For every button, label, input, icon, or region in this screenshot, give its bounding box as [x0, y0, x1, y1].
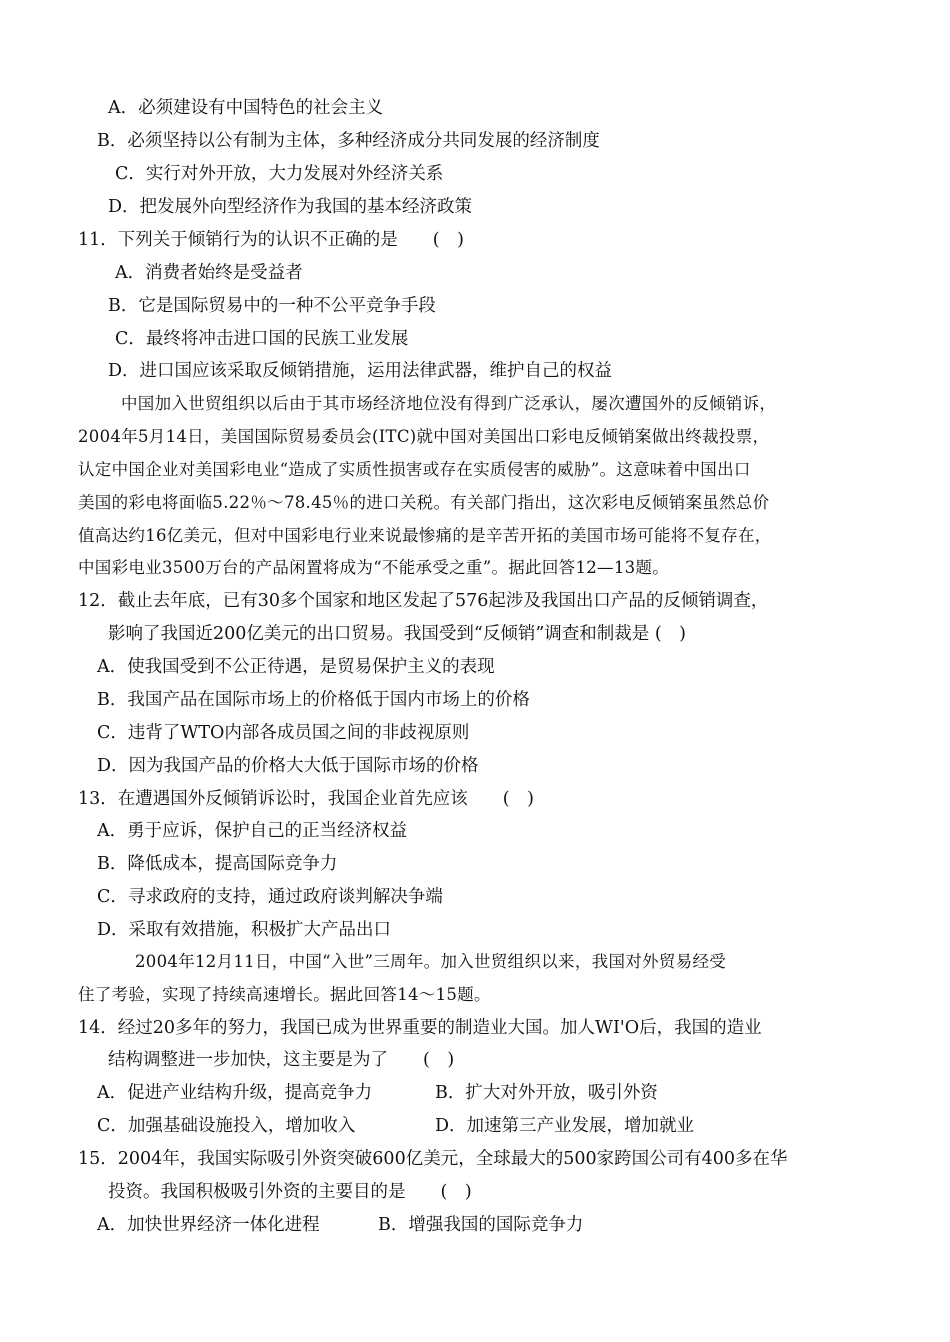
q12-stem-line1: 12．截止去年底，已有30多个国家和地区发起了576起涉及我国出口产品的反倾销调查， — [78, 591, 769, 611]
q11-option-b: B．它是国际贸易中的一种不公平竞争手段 — [108, 296, 436, 316]
q12-option-c: C．违背了WTO内部各成员国之间的非歧视原则 — [97, 723, 470, 743]
passage1-line: 2004年5月14日，美国国际贸易委员会(ITC)就中国对美国出口彩电反倾销案做出终裁投票， — [78, 427, 770, 446]
q13-option-b: B．降低成本，提高国际竞争力 — [97, 854, 338, 874]
q12-stem-line2: 影响了我国近200亿美元的出口贸易。我国受到“反倾销”调查和制裁是 ( ) — [108, 624, 687, 644]
q12-option-a: A．使我国受到不公正待遇，是贸易保护主义的表现 — [97, 657, 495, 677]
q14-option-b: B．扩大对外开放，吸引外资 — [435, 1083, 658, 1103]
q13-option-a: A．勇于应诉，保护自己的正当经济权益 — [97, 821, 408, 841]
q10-option-b: B．必须坚持以公有制为主体，多种经济成分共同发展的经济制度 — [97, 131, 600, 151]
q14-option-d: D．加速第三产业发展，增加就业 — [435, 1116, 695, 1136]
passage1-line: 中国加入世贸组织以后由于其市场经济地位没有得到广泛承认，屡次遭国外的反倾销诉， — [121, 394, 777, 413]
q10-option-c: C．实行对外开放，大力发展对外经济关系 — [115, 164, 444, 184]
passage1-line: 值高达约16亿美元，但对中国彩电行业来说最惨痛的是辛苦开拓的美国市场可能将不复存在， — [78, 526, 772, 545]
passage1-line: 美国的彩电将面临5.22％～78.45％的进口关税。有关部门指出，这次彩电反倾销案虽然总价 — [78, 493, 770, 512]
q10-option-d: D．把发展外向型经济作为我国的基本经济政策 — [108, 197, 473, 217]
q11-option-a: A．消费者始终是受益者 — [115, 263, 303, 283]
q12-option-b: B．我国产品在国际市场上的价格低于国内市场上的价格 — [97, 690, 530, 710]
q15-stem-line2: 投资。我国积极吸引外资的主要目的是 ( ) — [108, 1182, 472, 1202]
q12-option-d: D．因为我国产品的价格大大低于国际市场的价格 — [97, 756, 479, 776]
q13-option-d: D．采取有效措施，积极扩大产品出口 — [97, 920, 392, 940]
q14-option-c: C．加强基础设施投入，增加收入 — [97, 1116, 356, 1136]
q14-option-a: A．促进产业结构升级，提高竞争力 — [97, 1083, 373, 1103]
passage2-line: 2004年12月11日，中国“入世”三周年。加入世贸组织以来，我国对外贸易经受 — [135, 952, 727, 971]
q11-stem: 11．下列关于倾销行为的认识不正确的是 ( ) — [78, 230, 464, 250]
q13-stem: 13．在遭遇国外反倾销诉讼时，我国企业首先应该 ( ) — [78, 789, 534, 809]
q15-option-a: A．加快世界经济一体化进程 — [97, 1215, 320, 1235]
q11-option-d: D．进口国应该采取反倾销措施，运用法律武器，维护自己的权益 — [108, 361, 613, 381]
passage2-line: 住了考验，实现了持续高速增长。据此回答14～15题。 — [78, 985, 491, 1004]
q11-option-c: C．最终将冲击进口国的民族工业发展 — [115, 329, 409, 349]
q15-option-b: B．增强我国的国际竞争力 — [378, 1215, 584, 1235]
passage1-line: 认定中国企业对美国彩电业“造成了实质性损害或存在实质侵害的威胁”。这意味着中国出口 — [78, 460, 751, 479]
q15-stem-line1: 15．2004年，我国实际吸引外资突破600亿美元，全球最大的500家跨国公司有400多在华 — [78, 1149, 788, 1169]
q14-stem-line2: 结构调整进一步加快，这主要是为了 ( ) — [108, 1050, 455, 1070]
q10-option-a: A．必须建设有中国特色的社会主义 — [108, 98, 384, 118]
q13-option-c: C．寻求政府的支持，通过政府谈判解决争端 — [97, 887, 443, 907]
q14-stem-line1: 14．经过20多年的努力，我国已成为世界重要的制造业大国。加人WI'O后，我国的造业 — [78, 1018, 762, 1038]
passage1-line: 中国彩电业3500万台的产品闲置将成为“不能承受之重”。据此回答12—13题。 — [78, 558, 670, 577]
